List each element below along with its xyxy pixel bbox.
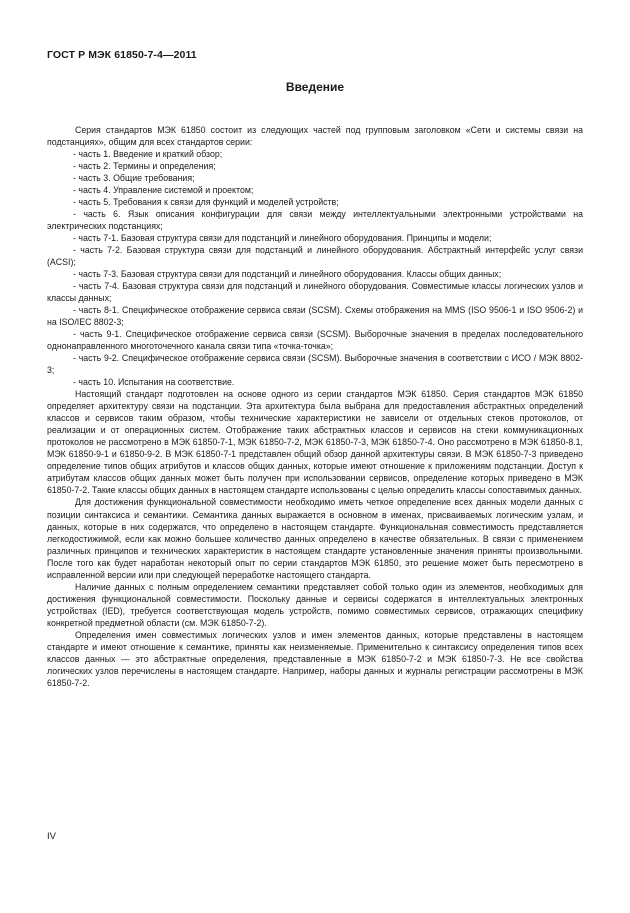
list-item: - часть 9-1. Специфическое отображение сервиса связи (SCSM). Выборочные значения в пределах последовательного однонаправленного многоточечного канала связи типа «точка-точка»;: [47, 329, 583, 352]
list-item: - часть 10. Испытания на соответствие.: [73, 377, 235, 388]
section-title: [0, 80, 630, 94]
section-title-text: Введение: [285, 80, 345, 94]
list-item: - часть 5. Требования к связи для функций и моделей устройств;: [73, 197, 339, 208]
list-item: - часть 9-2. Специфическое отображение сервиса связи (SCSM). Выборочные значения в соответствии с ИСО / МЭК 8802-3;: [47, 353, 583, 376]
list-item: - часть 7-4. Базовая структура связи для подстанций и линейного оборудования. Совместимые классы логических узлов и классы данных;: [47, 281, 583, 304]
list-item: - часть 1. Введение и краткий обзор;: [73, 149, 223, 160]
body-text: [47, 124, 583, 689]
list-item: - часть 7-1. Базовая структура связи для подстанций и линейного оборудования. Принципы и модели;: [73, 233, 492, 244]
page-number: IV: [47, 831, 56, 842]
paragraph: Для достижения функциональной совместимости необходимо иметь четкое определение всех данных модели данных с позиции синтаксиса и семантики. Семантика данных выражается в основном в именах, присваиваемых логическим узлам, и данных, которые в них содержатся, что определено в настоящем стандарте. Функциональная совместимость представляется легкодостижимой, если как можно большее количество данных определено в качестве обязательных. В связи с применением различных принципов и технических характеристик в настоящем стандарте установленные значения приняты произвольными. После того как будет наработан некоторый опыт по серии стандартов МЭК 61850, это решение может быть пересмотрено в исправленной версии или при следующей переработке настоящего стандарта.: [47, 497, 583, 580]
list-item: - часть 2. Термины и определения;: [73, 161, 216, 172]
list-item: - часть 3. Общие требования;: [73, 173, 195, 184]
list-item: - часть 7-2. Базовая структура связи для подстанций и линейного оборудования. Абстрактный интерфейс услуг связи (ACSI);: [47, 245, 583, 268]
list-item: - часть 4. Управление системой и проектом;: [73, 185, 254, 196]
list-item: - часть 8-1. Специфическое отображение сервиса связи (SCSM). Схемы отображения на MMS (ISO 9506-1 и ISO 9506-2) и на ISO/IEC 8802-3;: [47, 305, 583, 328]
list-item: - часть 6. Язык описания конфигурации для связи между интеллектуальными электронными устройствами на электрических подстанциях;: [47, 209, 583, 232]
list-item: - часть 7-3. Базовая структура связи для подстанций и линейного оборудования. Классы общих данных;: [73, 269, 502, 280]
paragraph: Наличие данных с полным определением семантики представляет собой только один из элементов, необходимых для достижения функциональной совместимости. Поскольку данные и сервисы содержатся в интеллектуальных электронных устройствах (IED), требуется соответствующая модель устройств, помимо совместимых сервисов, отражающих специфику конкретной предметной области (см. МЭК 61850-7-2).: [47, 581, 583, 628]
paragraph: Определения имен совместимых логических узлов и имен элементов данных, которые представлены в настоящем стандарте и имеют отношение к семантике, приняты как неизменяемые. Применительно к синтаксису определения типов всех классов данных — это абстрактные определения, представленные в МЭК 61850-7-2 и МЭК 61850-7-3. Не все свойства логических узлов перечислены в настоящем стандарте. Например, наборы данных и журналы регистрации рассмотрены в МЭК 61850-7-2.: [47, 629, 583, 688]
paragraph: Серия стандартов МЭК 61850 состоит из следующих частей под групповым заголовком «Сети и системы связи на подстанциях», общим для всех стандартов серии:: [47, 125, 583, 148]
document-header: ГОСТ Р МЭК 61850-7-4—2011: [47, 49, 197, 61]
paragraph: Настоящий стандарт подготовлен на основе одного из серии стандартов МЭК 61850. Серия стандартов МЭК 61850 определяет архитектуру связи на подстанции. Эта архитектура была выбрана для предоставления абстрактных определений классов и сервисов таким образом, чтобы технические характеристики не зависели от отдельных стеков протоколов, от реализации и от операционных систем. Отображение таких абстрактных классов и сервисов на стеки коммуникационных протоколов не рассмотрено в МЭК 61850-7-1, МЭК 61850-7-2, МЭК 61850-7-3, МЭК 61850-7-4. Оно рассмотрено в МЭК 61850-8.1, МЭК 61850-9-1 и 61850-9-2. В МЭК 61850-7-1 представлен общий обзор данной архитектуры связи. В МЭК 61850-7-3 приведено определение типов общих атрибутов и классов общих данных, которые имеют отношение к приложениям подстанции. Доступ к атрибутам классов общих данных может быть получен при использовании сервисов, определение которых приведено в МЭК 61850-7-2. Такие классы общих данных в настоящем стандарте использованы с целью определить классы сопоставимых данных.: [47, 389, 583, 496]
